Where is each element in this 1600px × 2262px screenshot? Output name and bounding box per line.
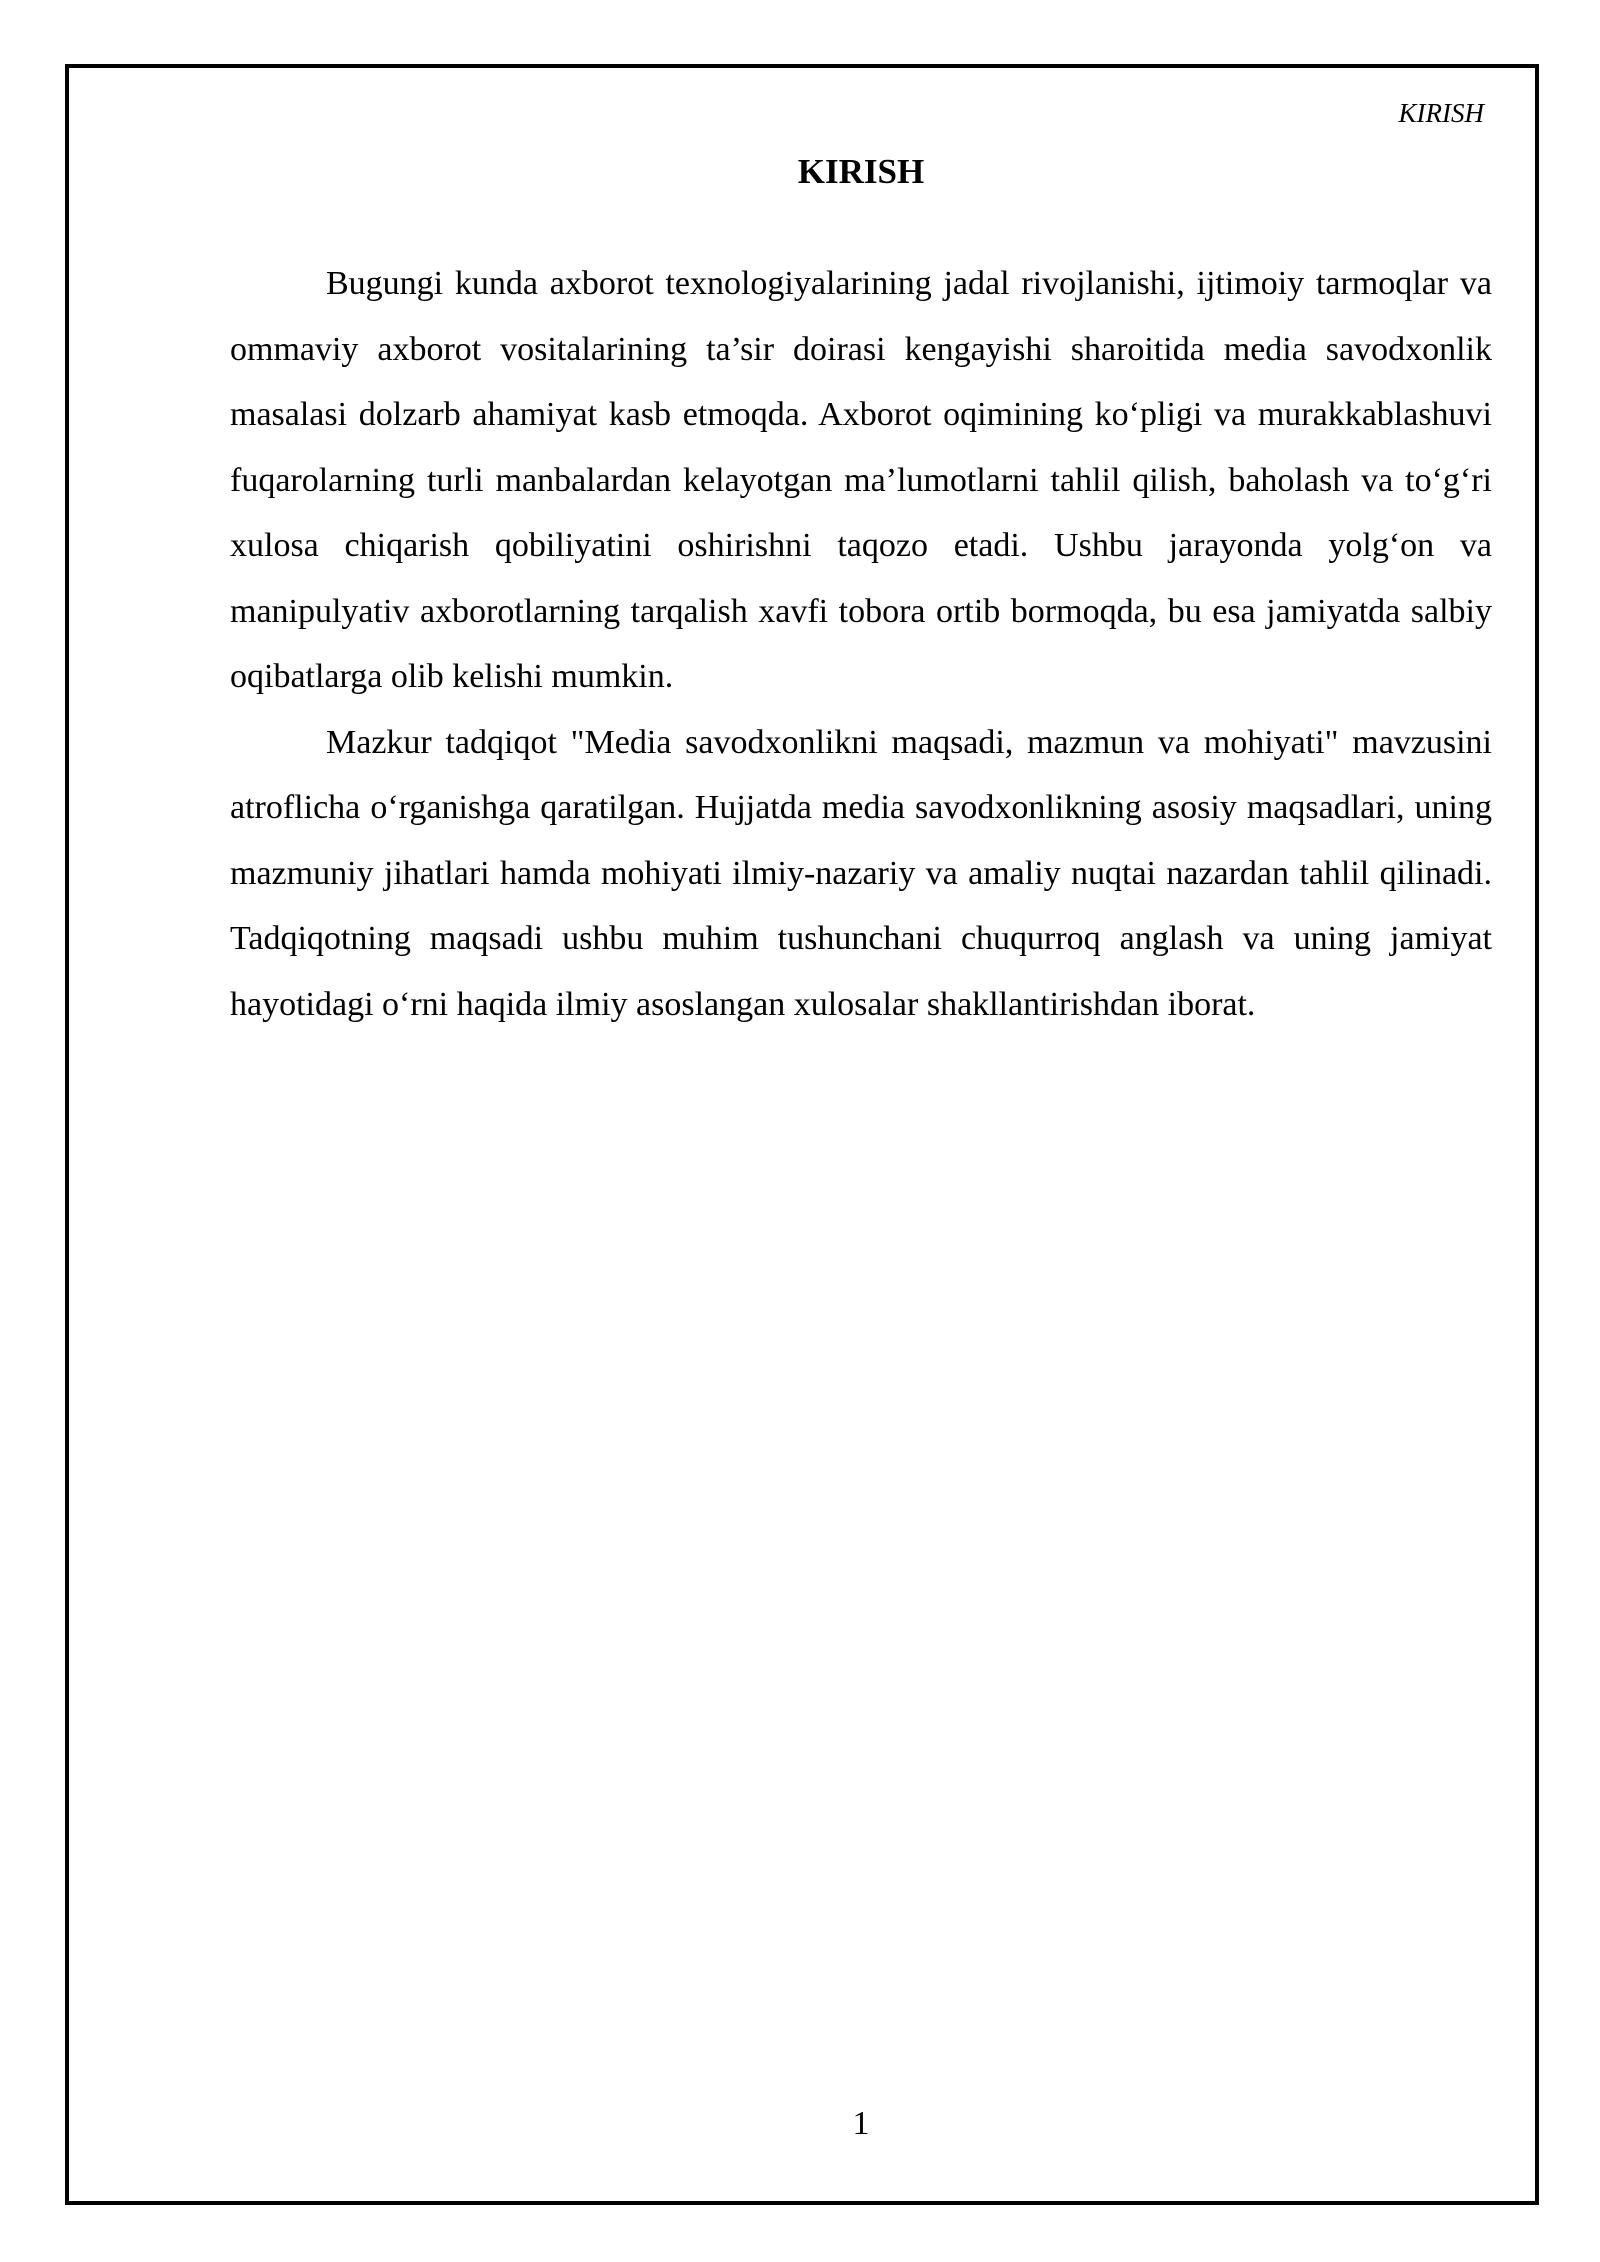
paragraph: Mazkur tadqiqot "Media savodxonlikni maqsadi, mazmun va mohiyati" mavzusini atroflicha o‘rganishga qaratilgan. Hujjatda media savodxonlikning asosiy maqsadlari, uning mazmuniy jihatlari hamda mohiyati ilmiy-nazariy va amaliy nuqtai nazardan tahlil qilinadi. Tadqiqotning maqsadi ushbu muhim tushunchani chuqurroq anglash va uning jamiyat hayotidagi o‘rni haqida ilmiy asoslangan xulosalar shakllantirishdan iborat. bbox=[230, 723, 1492, 1023]
page-number: 1 bbox=[852, 2105, 870, 2142]
paragraph: Bugungi kunda axborot texnologiyalarining jadal rivojlanishi, ijtimoiy tarmoqlar va ommaviy axborot vositalarining ta’sir doirasi kengayishi sharoitida media savodxonlik masalasi dolzarb ahamiyat kasb etmoqda. Axborot oqimining ko‘pligi va murakkablashuvi fuqarolarning turli manbalardan kelayotgan ma’lumotlarni tahlil qilish, baholash va to‘g‘ri xulosa chiqarish qobiliyatini oshirishni taqozo etadi. Ushbu jarayonda yolg‘on va manipulyativ axborotlarning tarqalish xavfi tobora ortib bormoqda, bu esa jamiyatda salbiy oqibatlarga olib kelishi mumkin. bbox=[230, 265, 1492, 695]
body-text bbox=[230, 251, 1492, 1037]
section-title: KIRISH bbox=[797, 152, 925, 191]
running-header: KIRISH bbox=[1398, 98, 1484, 128]
